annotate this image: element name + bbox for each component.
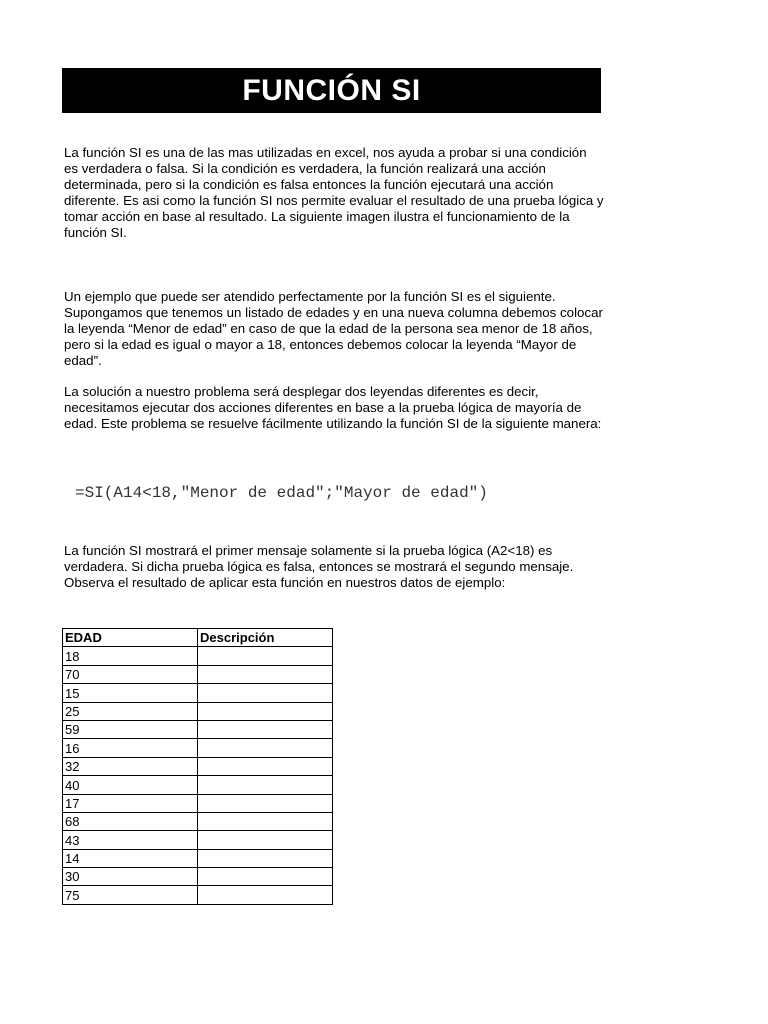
age-cell: 70 <box>63 665 198 683</box>
table-row <box>63 849 333 867</box>
table-header-row <box>63 629 333 647</box>
age-cell: 30 <box>63 868 198 886</box>
age-cell: 32 <box>63 757 198 775</box>
table-row <box>63 739 333 757</box>
table-row <box>63 647 333 665</box>
description-cell <box>198 776 333 794</box>
column-header-edad: EDAD <box>63 629 198 647</box>
page-title: FUNCIÓN SI <box>242 73 421 107</box>
description-cell <box>198 849 333 867</box>
table-row <box>63 831 333 849</box>
description-cell <box>198 794 333 812</box>
age-cell: 17 <box>63 794 198 812</box>
description-cell <box>198 720 333 738</box>
age-cell: 40 <box>63 776 198 794</box>
age-cell: 14 <box>63 849 198 867</box>
title-banner <box>62 68 601 113</box>
description-cell <box>198 647 333 665</box>
table-row <box>63 886 333 904</box>
age-cell: 15 <box>63 684 198 702</box>
age-cell: 75 <box>63 886 198 904</box>
age-cell: 59 <box>63 720 198 738</box>
ages-table <box>62 628 333 905</box>
age-cell: 68 <box>63 812 198 830</box>
solution-paragraph: La solución a nuestro problema será desplegar dos leyendas diferentes es decir, necesitamos ejecutar dos acciones diferentes en base a la prueba lógica de mayoría de edad. Este problema se resuelve fácilmente utilizando la función SI de la siguiente manera: <box>64 384 602 431</box>
age-cell: 16 <box>63 739 198 757</box>
age-cell: 18 <box>63 647 198 665</box>
table-row <box>63 868 333 886</box>
description-cell <box>198 665 333 683</box>
formula-example: =SI(A14<18,"Menor de edad";"Mayor de edad") <box>75 484 488 502</box>
description-cell <box>198 702 333 720</box>
column-header-descripcion: Descripción <box>198 629 333 647</box>
explanation-paragraph: La función SI mostrará el primer mensaje solamente si la prueba lógica (A2<18) es verdadera. Si dicha prueba lógica es falsa, entonces se mostrará el segundo mensaje. Observa el resultado de aplicar esta función en nuestros datos de ejemplo: <box>64 543 574 590</box>
description-cell <box>198 757 333 775</box>
table-row <box>63 702 333 720</box>
intro-paragraph: La función SI es una de las mas utilizadas en excel, nos ayuda a probar si una condición es verdadera o falsa. Si la condición es verdadera, la función realizará una acción determinada, pero si la condición es falsa entonces la función ejecutará una acción diferente. Es asi como la función SI nos permite evaluar el resultado de una prueba lógica y tomar acción en base al resultado. La siguiente imagen ilustra el funcionamiento de la función SI. <box>64 145 604 240</box>
description-cell <box>198 739 333 757</box>
table-row <box>63 665 333 683</box>
age-cell: 43 <box>63 831 198 849</box>
table-row <box>63 720 333 738</box>
description-cell <box>198 831 333 849</box>
table-row <box>63 794 333 812</box>
example-paragraph: Un ejemplo que puede ser atendido perfectamente por la función SI es el siguiente. Supongamos que tenemos un listado de edades y en una nueva columna debemos colocar la leyenda “Menor de edad” en caso de que la edad de la persona sea menor de 18 años, pero si la edad es igual o mayor a 18, entonces debemos colocar la leyenda “Mayor de edad”. <box>64 289 603 368</box>
table-row <box>63 812 333 830</box>
age-cell: 25 <box>63 702 198 720</box>
description-cell <box>198 812 333 830</box>
description-cell <box>198 684 333 702</box>
table-row <box>63 684 333 702</box>
description-cell <box>198 886 333 904</box>
description-cell <box>198 868 333 886</box>
table-row <box>63 776 333 794</box>
table-row <box>63 757 333 775</box>
